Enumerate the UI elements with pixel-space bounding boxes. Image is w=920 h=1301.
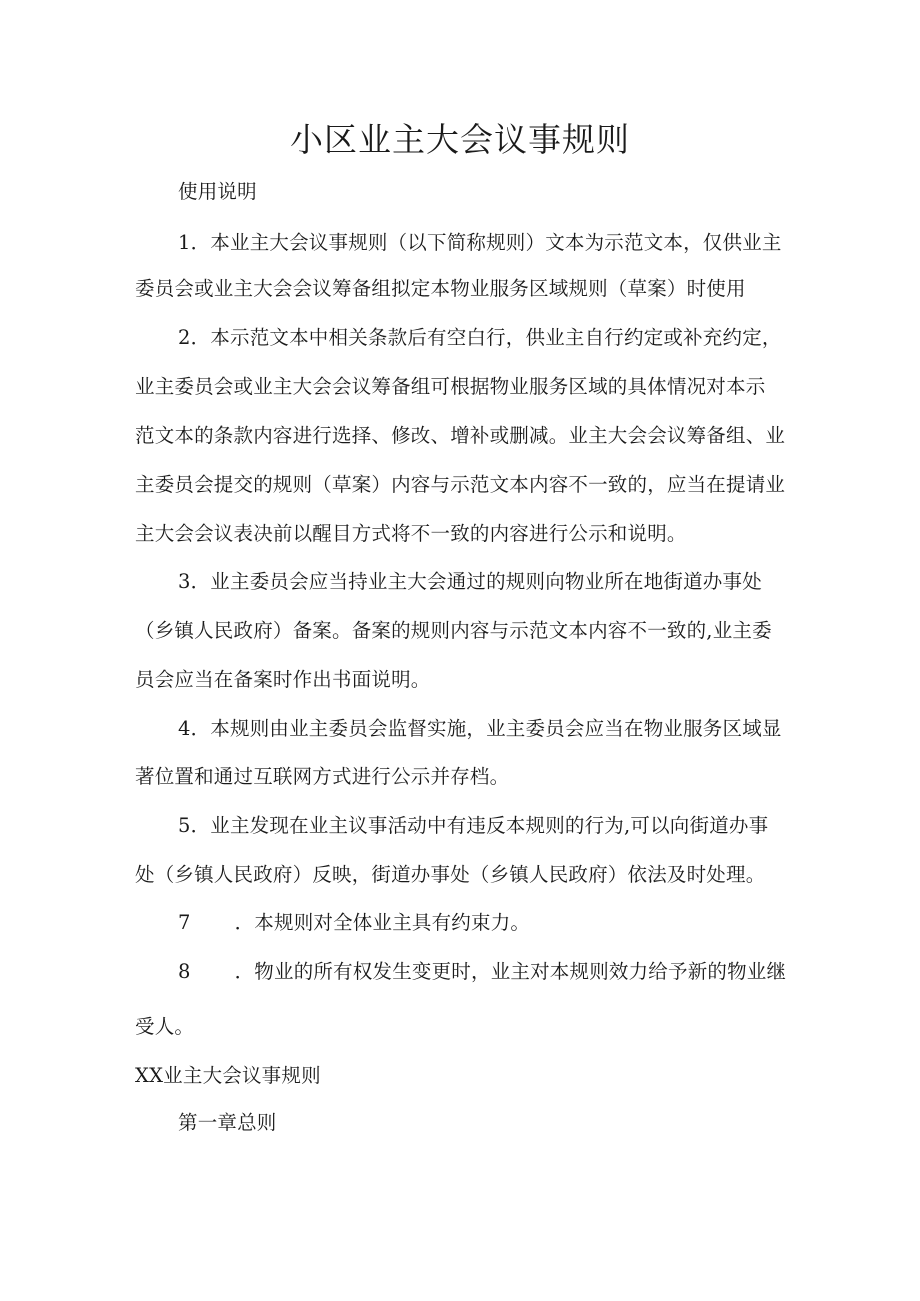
item-number: 4 (178, 717, 191, 740)
item-5-line-1 (178, 810, 838, 842)
item-text: ．本示范文本中相关条款后有空白行，供业主自行约定或补充约定， (190, 326, 782, 349)
item-text: ．业主发现在业主议事活动中有违反本规则的行为,可以向街道办事 (190, 814, 769, 837)
item-2-line-3: 范文本的条款内容进行选择、修改、增补或删减。业主大会会议筹备组、业 (135, 424, 786, 447)
item-2-line-1 (178, 322, 838, 354)
item-3-line-3: 员会应当在备案时作出书面说明。 (135, 668, 431, 691)
item-3-line-1 (178, 566, 838, 598)
item-number: 8 (178, 960, 191, 983)
item-1-line-1 (178, 227, 838, 259)
document-title: 小区业主大会议事规则 (290, 120, 630, 159)
item-1-line-2: 委员会或业主大会会议筹备组拟定本物业服务区域规则（草案）时使用 (135, 277, 746, 300)
item-text: ．本规则由业主委员会监督实施，业主委员会应当在物业服务区域显 (190, 717, 782, 740)
item-number: 2 (178, 326, 191, 349)
item-text: ．业主委员会应当持业主大会通过的规则向物业所在地街道办事处 (190, 570, 762, 593)
item-4-line-2: 著位置和通过互联网方式进行公示并存档。 (135, 765, 510, 788)
item-3-line-2: （乡镇人民政府）备案。备案的规则内容与示范文本内容不一致的,业主委 (135, 619, 772, 642)
item-8-line-1 (178, 956, 838, 988)
item-number: 3 (178, 570, 191, 593)
item-text: ．本规则对全体业主具有约束力。 (234, 911, 531, 934)
usage-heading: 使用说明 (178, 180, 257, 203)
item-text: ．本业主大会议事规则（以下简称规则）文本为示范文本，仅供业主 (190, 231, 782, 254)
item-number: 1 (178, 231, 191, 254)
item-2-line-5: 主大会会议表决前以醒目方式将不一致的内容进行公示和说明。 (135, 522, 687, 545)
document-subtitle: XX业主大会议事规则 (135, 1064, 321, 1087)
item-4-line-1 (178, 713, 838, 745)
item-2-line-4: 主委员会提交的规则（草案）内容与示范文本内容不一致的，应当在提请业 (135, 473, 786, 496)
item-5-line-2: 处（乡镇人民政府）反映，街道办事处（乡镇人民政府）依法及时处理。 (135, 863, 766, 886)
item-2-line-2: 业主委员会或业主大会会议筹备组可根据物业服务区域的具体情况对本示 (135, 375, 766, 398)
item-number: 5 (178, 814, 191, 837)
chapter-heading: 第一章总则 (178, 1111, 277, 1134)
item-8-line-2: 受人。 (135, 1015, 195, 1038)
item-number: 7 (178, 911, 191, 934)
item-text: ．物业的所有权发生变更时，业主对本规则效力给予新的物业继 (234, 960, 787, 983)
item-7-line-1 (178, 907, 838, 939)
